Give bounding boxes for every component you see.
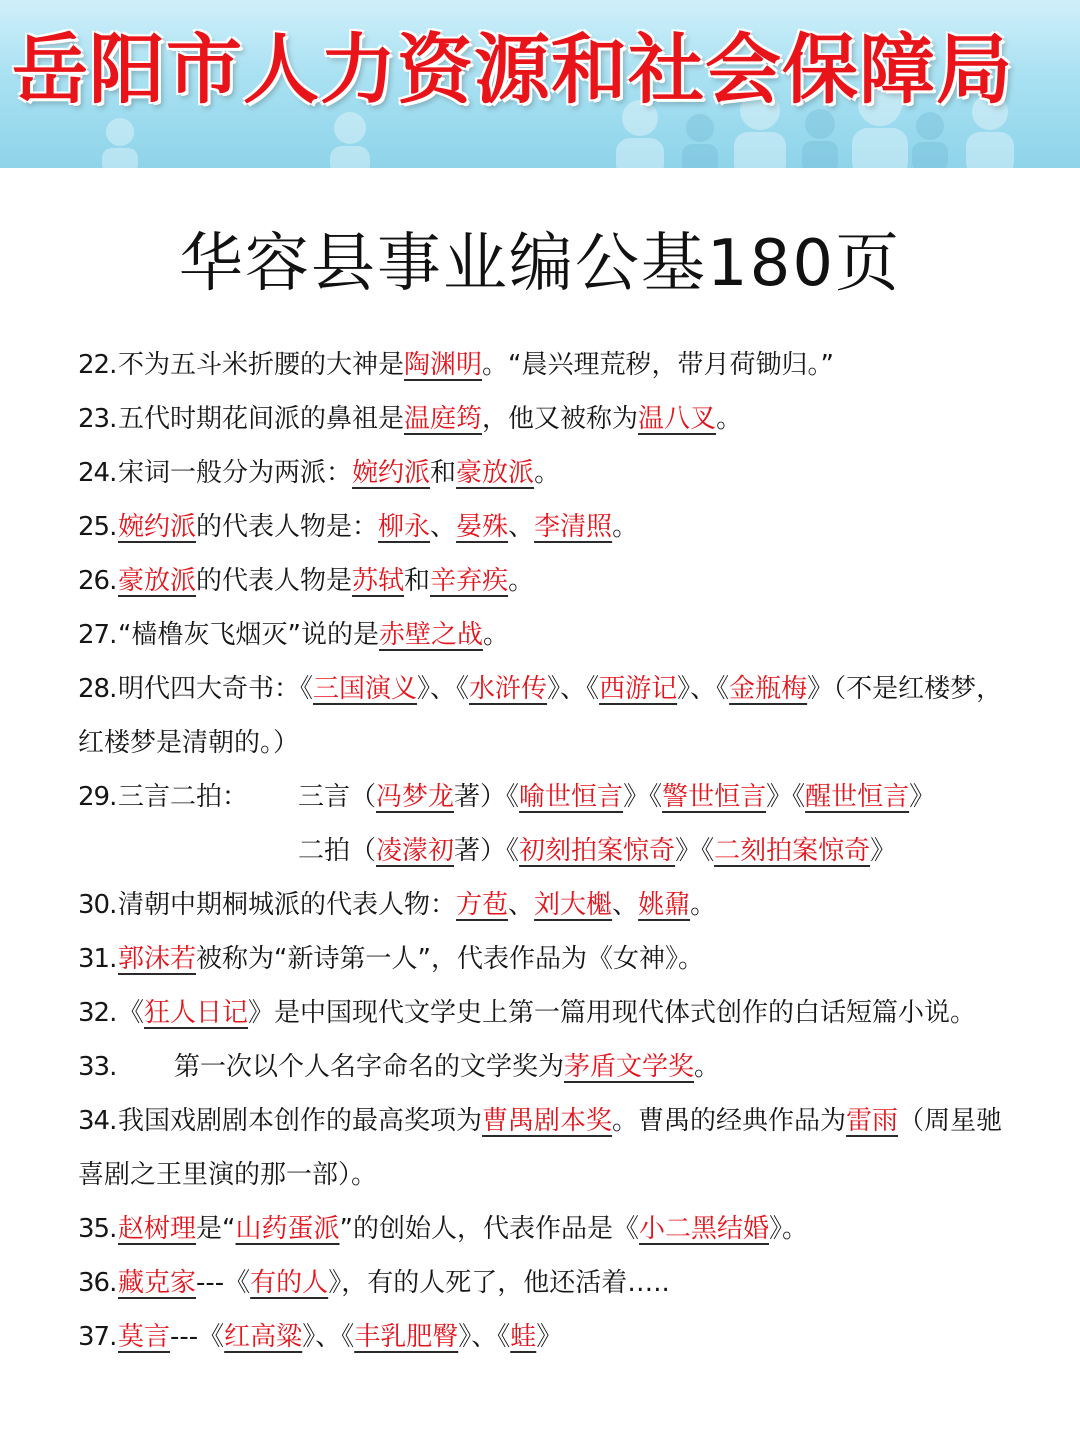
highlight-answer: 雷雨 [846, 1106, 899, 1136]
highlight-answer: 方苞 [456, 890, 509, 920]
list-item [78, 500, 638, 554]
list-item [78, 878, 716, 932]
item-text: 《 [118, 998, 145, 1028]
highlight-answer: 狂人日记 [144, 998, 249, 1028]
item-text: 著）《 [454, 836, 520, 866]
list-item [78, 1094, 1002, 1148]
item-number: 36. [78, 1268, 117, 1298]
highlight-answer: 警世恒言 [662, 782, 767, 812]
highlight-answer: 水浒传 [469, 674, 548, 704]
highlight-answer: 藏克家 [118, 1268, 197, 1298]
item-number: 22. [78, 350, 117, 380]
item-text: 。 [508, 566, 535, 596]
highlight-answer: 豪放派 [456, 458, 535, 488]
highlight-answer: 有的人 [250, 1268, 329, 1298]
item-text: 第一次以个人名字命名的文学奖为 [174, 1052, 565, 1082]
list-item [78, 986, 976, 1040]
highlight-answer: 西游记 [599, 674, 678, 704]
highlight-answer: 婉约派 [118, 512, 197, 542]
list-item [78, 446, 560, 500]
item-number: 30. [78, 890, 117, 920]
highlight-answer: 曹禺剧本奖 [482, 1106, 613, 1136]
highlight-answer: 温八叉 [638, 404, 717, 434]
item-text: 喜剧之王里演的那一部）。 [78, 1160, 378, 1190]
item-number: 24. [78, 458, 117, 488]
item-number: 23. [78, 404, 117, 434]
item-number: 31. [78, 944, 117, 974]
item-number: 32. [78, 998, 117, 1028]
item-text: 的代表人物是： [196, 512, 379, 542]
item-text: 。曹禺的经典作品为 [612, 1106, 847, 1136]
list-item [78, 338, 834, 392]
item-text: 是“ [196, 1214, 236, 1244]
item-number: 34. [78, 1106, 117, 1136]
item-number: 27. [78, 620, 117, 650]
list-item [78, 1202, 808, 1256]
highlight-answer: 小二黑结婚 [639, 1214, 770, 1244]
item-text: 》、《 [547, 674, 600, 704]
item-text: （周星驰 [898, 1106, 1003, 1136]
highlight-answer: 辛弃疾 [430, 566, 509, 596]
highlight-answer: 苏轼 [352, 566, 405, 596]
highlight-answer: 三国演义 [313, 674, 418, 704]
item-text: 我国戏剧剧本创作的最高奖项为 [118, 1106, 483, 1136]
list-item [78, 608, 509, 662]
item-number: 25. [78, 512, 117, 542]
item-text: 》。 [769, 1214, 809, 1244]
highlight-answer: 蛙 [510, 1322, 537, 1352]
banner-title: 岳阳市人力资源和社会保障局 [12, 25, 1013, 114]
highlight-answer: 陶渊明 [404, 350, 483, 380]
item-number: 37. [78, 1322, 117, 1352]
highlight-answer: 豪放派 [118, 566, 197, 596]
item-text: 》、《 [417, 674, 470, 704]
item-number: 26. [78, 566, 117, 596]
highlight-answer: 刘大櫆 [534, 890, 613, 920]
item-text: 、 [508, 512, 535, 542]
highlight-answer: 婉约派 [352, 458, 431, 488]
list-item [78, 1040, 720, 1094]
page-title: 华容县事业编公基180页 [178, 227, 902, 301]
list-item-continuation [78, 716, 299, 770]
item-text: 红楼梦是清朝的。） [78, 728, 300, 758]
highlight-answer: 柳永 [378, 512, 431, 542]
item-text: 的代表人物是 [196, 566, 353, 596]
item-text: 》《 [766, 782, 806, 812]
item-text: 》 [870, 836, 897, 866]
highlight-answer: 郭沫若 [118, 944, 197, 974]
item-text: 》 [536, 1322, 563, 1352]
item-text: 和 [404, 566, 431, 596]
item-text: 。“晨兴理荒秽，带月荷锄归。” [482, 350, 834, 380]
item-text: 、 [508, 890, 535, 920]
item-text: 五代时期花间派的鼻祖是 [118, 404, 405, 434]
item-label: 三言二拍： [118, 782, 249, 812]
item-text: ---《 [196, 1268, 251, 1298]
list-item [78, 770, 935, 824]
item-text: 。 [690, 890, 717, 920]
item-text: ---《 [170, 1322, 225, 1352]
highlight-answer: 山药蛋派 [235, 1214, 340, 1244]
item-text: 》，有的人死了，他还活着….. [328, 1268, 670, 1298]
highlight-answer: 李清照 [534, 512, 613, 542]
item-text: 。 [612, 512, 639, 542]
item-text: 》《 [623, 782, 663, 812]
highlight-answer: 温庭筠 [404, 404, 483, 434]
item-text: 》 [909, 782, 936, 812]
list-item [78, 392, 742, 446]
item-number: 33. [78, 1052, 117, 1082]
highlight-answer: 红高粱 [224, 1322, 303, 1352]
header-banner [0, 0, 1080, 168]
highlight-answer: 晏殊 [456, 512, 509, 542]
list-item [78, 1256, 670, 1310]
highlight-answer: 初刻拍案惊奇 [519, 836, 676, 866]
item-text: 、 [612, 890, 639, 920]
list-item [78, 554, 534, 608]
item-text: 不为五斗米折腰的大神是 [118, 350, 405, 380]
item-text: 》、《 [677, 674, 730, 704]
item-text: 和 [430, 458, 457, 488]
item-text: 》《 [675, 836, 715, 866]
highlight-answer: 金瓶梅 [729, 674, 808, 704]
highlight-answer: 莫言 [118, 1322, 171, 1352]
item-number: 28. [78, 674, 117, 704]
item-text: ”的创始人，代表作品是《 [339, 1214, 639, 1244]
list-item [78, 1310, 562, 1364]
item-text: 宋词一般分为两派： [118, 458, 353, 488]
item-text: 。 [694, 1052, 721, 1082]
item-text: 被称为“新诗第一人”，代表作品为《女神》。 [196, 944, 704, 974]
item-text: ，他又被称为 [482, 404, 639, 434]
list-item-continuation [298, 824, 896, 878]
highlight-answer: 凌濛初 [376, 836, 455, 866]
item-text: 清朝中期桐城派的代表人物： [118, 890, 457, 920]
item-text: 。 [534, 458, 561, 488]
item-text: 著）《 [454, 782, 520, 812]
item-number: 29. [78, 782, 117, 812]
list-item [78, 932, 704, 986]
item-text: 》、《 [302, 1322, 355, 1352]
highlight-answer: 姚鼐 [638, 890, 691, 920]
highlight-answer: 赤壁之战 [378, 620, 483, 650]
list-item [78, 662, 1002, 716]
item-text: 、 [430, 512, 457, 542]
item-text: 三言（ [298, 782, 377, 812]
highlight-answer: 二刻拍案惊奇 [714, 836, 871, 866]
item-text: 。 [482, 620, 509, 650]
highlight-answer: 冯梦龙 [376, 782, 455, 812]
highlight-answer: 喻世恒言 [519, 782, 624, 812]
item-number: 35. [78, 1214, 117, 1244]
item-text: “樯橹灰飞烟灭”说的是 [118, 620, 379, 650]
item-text: 。 [716, 404, 743, 434]
highlight-answer: 茅盾文学奖 [564, 1052, 695, 1082]
item-text: 》（不是红楼梦， [807, 674, 1003, 704]
highlight-answer: 赵树理 [118, 1214, 197, 1244]
item-text: 》、《 [458, 1322, 511, 1352]
list-item-continuation [78, 1148, 377, 1202]
item-text: 明代四大奇书：《 [118, 674, 314, 704]
item-text: 二拍（ [298, 836, 377, 866]
highlight-answer: 丰乳肥臀 [354, 1322, 459, 1352]
highlight-answer: 醒世恒言 [805, 782, 910, 812]
item-text: 》是中国现代文学史上第一篇用现代体式创作的白话短篇小说。 [248, 998, 977, 1028]
